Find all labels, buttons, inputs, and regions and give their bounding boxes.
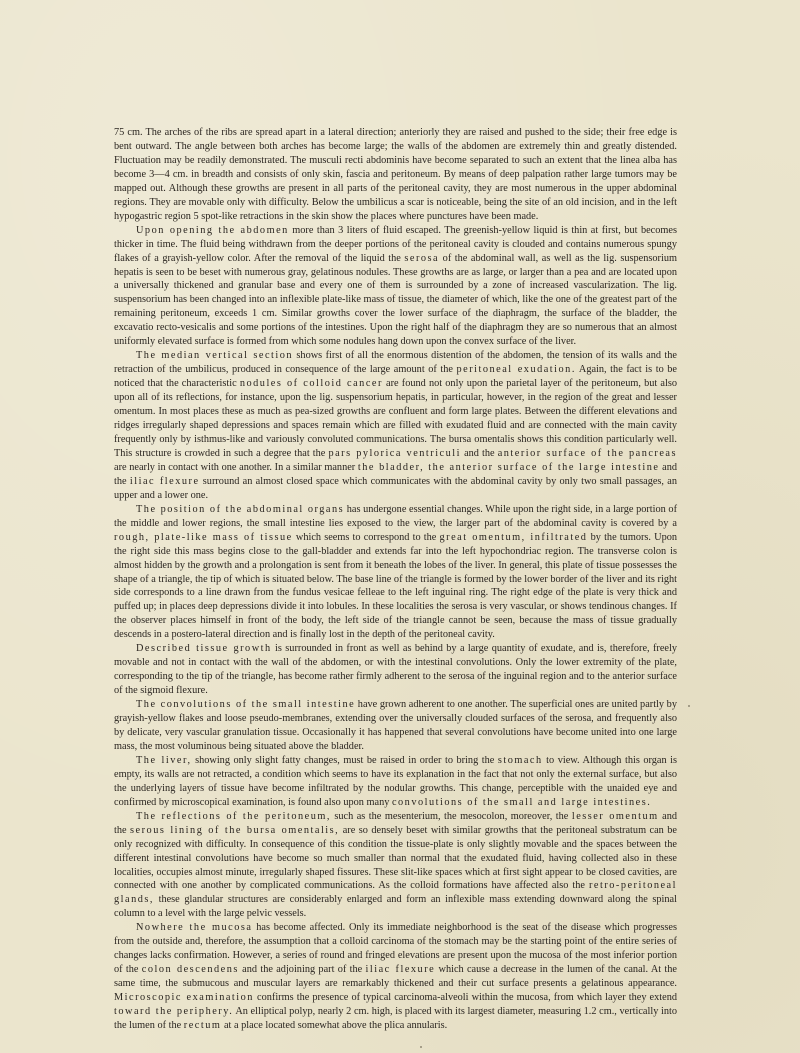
paragraph-opening-abdomen <box>114 224 677 350</box>
paragraph-text: confirms the presence of typical carcinoma-alveoli within the mucosa, from which layer they extend <box>253 992 677 1004</box>
paragraph-text: An elliptical polyp, nearly 2 cm. high, is placed with its largest diameter, measuring 1.2 cm., vertically into the lumen of the <box>114 1006 677 1031</box>
paragraph-text: such as the mesenterium, the mesocolon, moreover, the <box>330 810 572 822</box>
paragraph-mucosa <box>114 921 677 1033</box>
paragraph-text: Again, the fact is to be noticed that the characteristic <box>114 364 677 390</box>
paragraph-median-section <box>114 349 677 502</box>
paragraph-small-intestine <box>114 698 677 754</box>
spaced-lead: The position of the abdominal organs <box>136 503 345 515</box>
spaced-term: rectum <box>183 1020 222 1031</box>
paragraph-text: and the <box>114 810 677 836</box>
paragraph-text: 75 cm. The arches of the ribs are spread apart in a lateral direction; anteriorly they are raised and pushed to the side; their free edge is bent outward. The angle between both arches has become large; the walls of the abdomen are extremely thin and greatly distended. Fluctuation may be readily demonstrated. The musculi recti abdominis have become separated to such an extent that the linea alba has become 3—4 cm. in breadth and consists of only skin, fascia and peritoneum. By means of deep palpation rather large tumors may be mapped out. Although these growths are present in all parts of the peritoneal cavity, they are most numerous in the upper abdominal regions. They are movable only with difficulty. Below the umbilicus a scar is noticeable, being the site of an old incision, and in the left hypogastric region 5 spot-like retractions in the skin show the places where punctures have been made. <box>114 127 677 222</box>
paragraph-text: more than 3 liters of fluid escaped. The greenish-yellow liquid is thin at first, but becomes thicker in time. The fluid being withdrawn from the deeper portions of the peritoneal cavity is clouded and contains numerous spungy flakes of a grayish-yellow color. After the removal of the liquid the <box>114 224 677 264</box>
spaced-lead: The median vertical section <box>136 350 294 362</box>
spaced-term: iliac flexure <box>365 964 436 976</box>
spaced-lead: Described tissue growth <box>136 643 272 655</box>
paragraph-text: shows first of all the enormous distention of the abdomen, the tension of its walls and the retraction of the umbilicus, produced in consequence of the large amount of the <box>114 350 677 376</box>
paragraph-text: are nearly in contact with one another. In a similar manner <box>114 461 358 473</box>
spaced-lead: The convolutions of the small intestine <box>136 699 356 711</box>
spaced-term: the bladder, the anterior surface of the large intestine <box>357 461 660 473</box>
spaced-lead: Nowhere the mucosa <box>136 922 253 934</box>
spaced-term: convolutions of the small and large intestines. <box>391 796 652 808</box>
spaced-term: nodules of colloid cancer <box>239 378 383 390</box>
paragraph-chest-description <box>114 126 677 224</box>
spaced-term: peritoneal exudation. <box>456 364 576 376</box>
paragraph-organ-position <box>114 503 677 643</box>
spaced-lead: The liver, <box>136 754 192 766</box>
paragraph-text: are so densely beset with similar growths that the peritoneal substratum can be only recognized with difficulty. In consequence of this condition the tissue-plate is only slightly movable and the spaces between the different intestinal convolutions have become so much smaller than normal that the exudated fluid, having collected also in these localities, occupies almost minute, irregularly shaped fissures. These slit-like spaces which at first sight appear to be closed cavities, are connected with one another by complicated communications. As the colloid formations have affected also the <box>114 824 677 892</box>
paragraph-text: to view. Although this organ is empty, its walls are not retracted, a condition which seems to have its explanation in the fact that not only the external surface, but also the underlying layers of tissue have become infiltrated by the nodular growths. This change, perceptible with the unaided eye and confirmed by microscopical examination, is found also upon many <box>114 754 677 808</box>
paragraph-text: and the adjoining part of the <box>238 964 366 976</box>
spaced-term: lesser omentum <box>571 810 659 822</box>
paragraph-tissue-growth <box>114 642 677 698</box>
paragraph-text: has undergone essential changes. While upon the right side, in a large portion of the middle and lower regions, the small intestine lies exposed to the view, the larger part of the abdominal cavity is covered by a <box>114 503 678 529</box>
spaced-term: colon descendens <box>141 964 239 976</box>
spaced-term: anterior surface of the pancreas <box>497 447 677 459</box>
paragraph-peritoneum-reflections <box>114 810 677 922</box>
body-text <box>114 126 677 1033</box>
paragraph-text: and the <box>461 447 498 459</box>
paragraph-text: which cause a decrease in the lumen of the canal. At the same time, the submucous and muscular layers are remarkably thickened and their cut surface presents a gelatinous appearance. <box>114 964 677 990</box>
spaced-term: retro-peritoneal glands, <box>114 880 677 906</box>
spaced-term: serous lining of the bursa omentalis, <box>130 824 340 836</box>
paragraph-text: is surrounded in front as well as behind by a large quantity of exudate, and is, therefore, freely movable and not in contact with the wall of the abdomen, or with the intestinal convolutions. Only the lower extremity of the plate, corresponding to the tip of the triangle, has become rather firmly adherent to the serosa of the inguinal region and to the anterior surface of the sigmoid flexure. <box>114 643 678 697</box>
spaced-term: rough, plate-like mass of tissue <box>114 531 293 543</box>
paragraph-text: surround an almost closed space which communicates with the abdominal cavity by only two small passages, an upper and a lower one. <box>114 475 677 501</box>
spaced-term: toward the periphery. <box>114 1006 234 1018</box>
paragraph-text: these glandular structures are considerably enlarged and form an inflexible mass extending downward along the spinal column to a level with the large pelvic vessels. <box>114 894 677 920</box>
paragraph-text: at a place located somewhat above the plica annularis. <box>221 1020 448 1031</box>
spaced-term: stomach <box>497 754 543 766</box>
paragraph-liver <box>114 754 677 810</box>
spaced-term: Microscopic examination <box>114 992 254 1004</box>
paragraph-text: which seems to correspond to the <box>292 531 440 543</box>
spaced-lead: The reflections of the peritoneum, <box>136 810 331 822</box>
paragraph-text: of the abdominal wall, as well as the lig. suspensorium hepatis is seen to be beset with numerous gray, gelatinous nodules. These growths are as large, or larger than a pea and are located upon a universally thickened and granular base and every one of them is surrounded by a zone of increased vascularization. The lig. suspensorium has been changed into an inflexible plate-like mass of tissue, the diameter of which, like the one of the greatest part of the remaining peritoneum, exceeds 1 cm. Similar growths cover the lower surface of the diaphragm, the surface of the bladder, the excavatio recto-vesicalis and some portions of the intestines. Upon the right half of the diaphragm they are so numerous that an almost uniformly elevated surface is formed from which some nodules hang down upon the convex surface of the liver. <box>114 252 677 348</box>
paper-speck <box>420 1046 422 1048</box>
spaced-term: iliac flexure <box>129 475 200 487</box>
paragraph-text: have grown adherent to one another. The superficial ones are united partly by grayish-yellow flakes and loose pseudo-membranes, extending over the universally clouded surfaces of the serosa, and frequently also by delicate, very vascular granulation tissue. Occasionally it has happened that several convolutions have become united into one large mass, the most voluminous being situated above the bladder. <box>114 699 677 752</box>
paragraph-text: and the <box>114 461 678 487</box>
paragraph-text: are found not only upon the parietal layer of the peritoneum, but also upon all of its reflections, for instance, upon the lig. suspensorium hepatis, in particular, however, in the region of the great and lesser omentum. In most places these as much as pea-sized growths are confluent and form large plates. Between the different elevations and ridges irregularly shaped depressions and spaces remain which are filled with exudated fluid and are connected with the main cavity frequently only by isthmus-like and variously convoluted communications. The bursa omentalis shows this condition particularly well. This structure is crowded in such a degree that the <box>114 378 677 459</box>
paragraph-text: by the tumors. Upon the right side this mass begins close to the gall-bladder and extends far into the left hypochondriac region. The transverse colon is almost hidden by the growth and a prolongation is sent from it beneath the lobes of the liver. In general, this plate of tissue possesses the shape of a triangle, the tip of which is situated below. The base line of the triangle is formed by the lower border of the liver and its right side corresponds to a line drawn from the fundus vesicae felleae to the left inguinal ring. The right edge of the plate is very thick and puffed up; in places deep depressions divide it into lobules. In these localities the serosa is very vascular, or shows tendinous changes. If the observer places himself in front of the body, the left side of the triangle cannot be seen, because the mass of tissue gradually descends in a postero-lateral direction and is finally lost in the depth of the peritoneal cavity. <box>114 531 678 641</box>
spaced-term: pars pylorica ventriculi <box>328 447 461 459</box>
spaced-term: great omentum, infiltrated <box>439 531 588 543</box>
spaced-term: serosa <box>404 252 440 264</box>
spaced-lead: Upon opening the abdomen <box>136 224 289 236</box>
paper-speck <box>688 705 690 707</box>
paragraph-text: has become affected. Only its immediate neighborhood is the seat of the disease which progresses from the outside and, therefore, the assumption that a colloid carcinoma of the stomach may be the starting point of the entire series of changes lacks confirmation. However, a series of round and fringed elevations are present upon the mucosa of the most inferior portion of the <box>114 922 677 976</box>
paragraph-text: showing only slight fatty changes, must be raised in order to bring the <box>191 754 498 766</box>
